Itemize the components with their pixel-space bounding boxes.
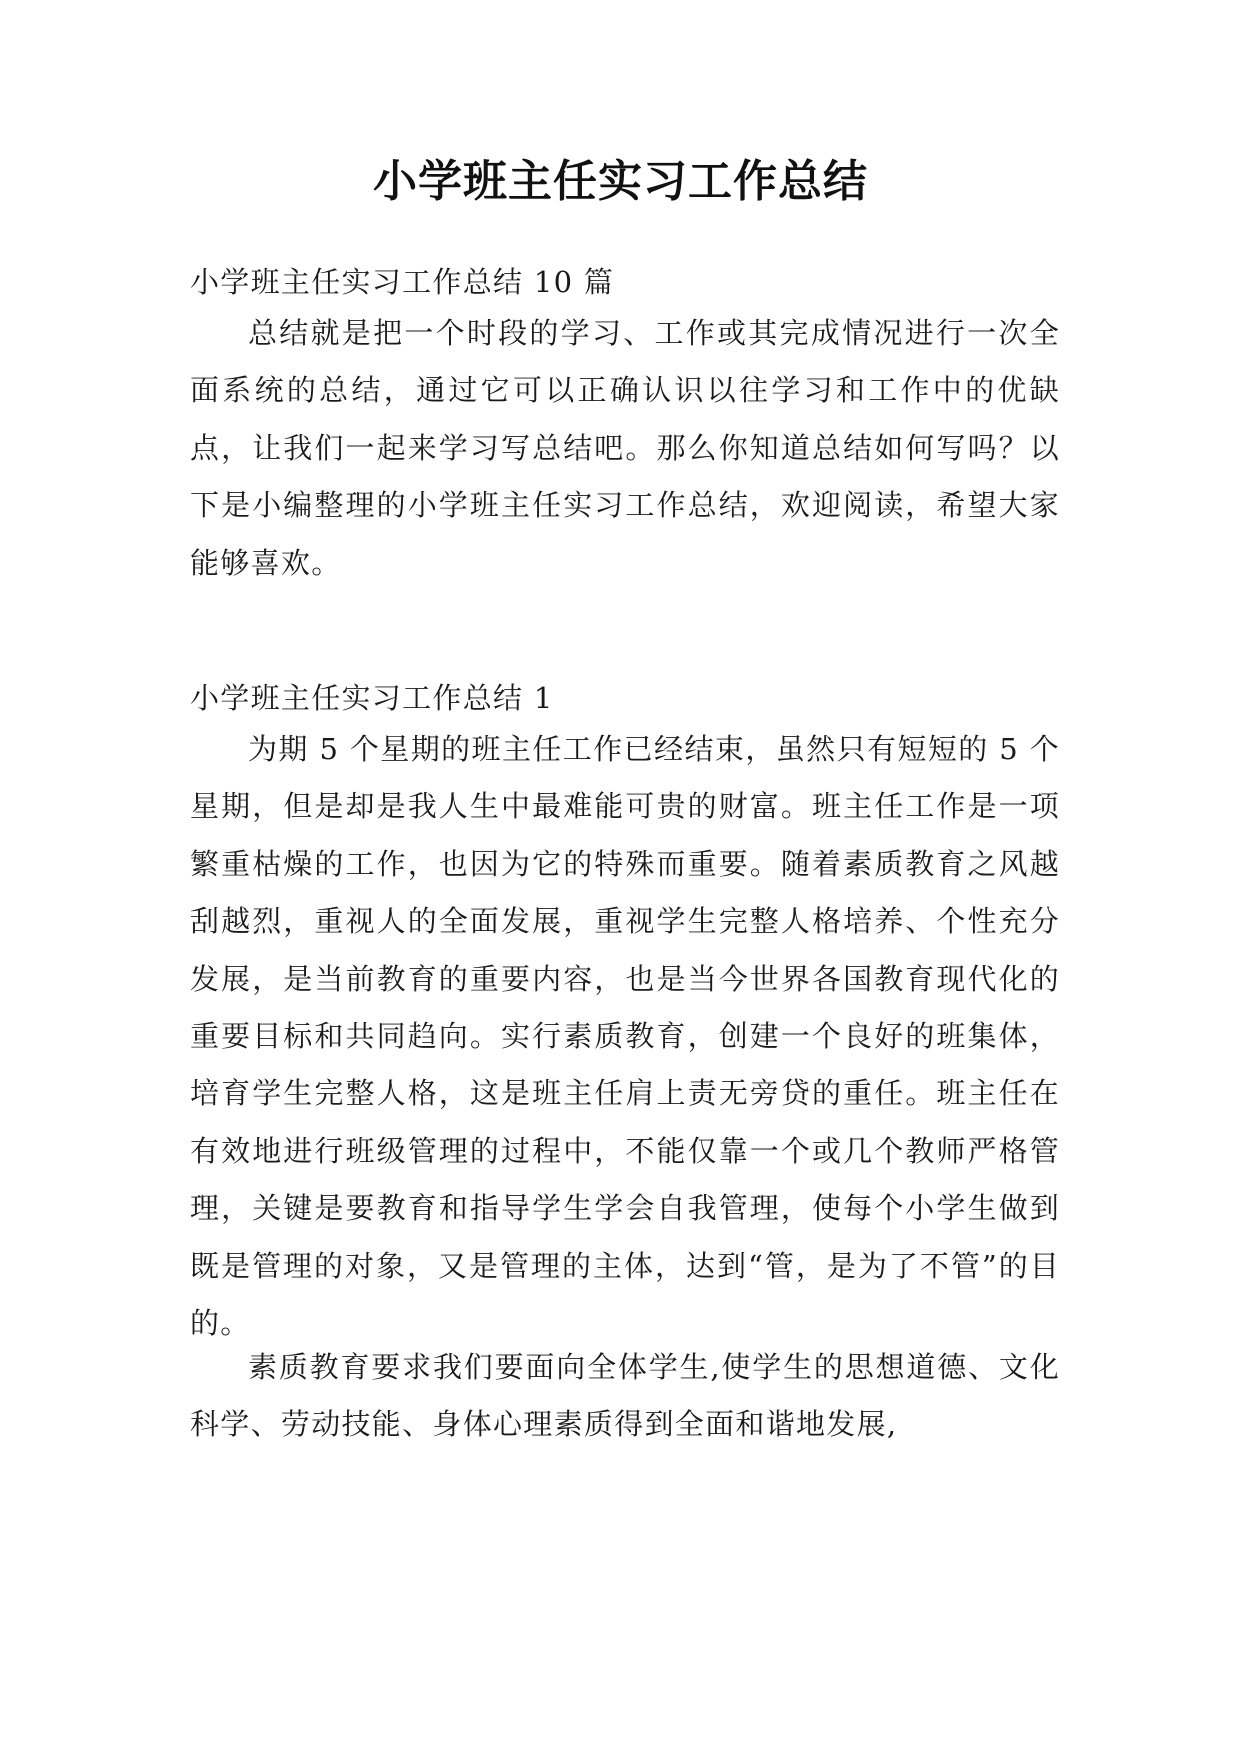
collection-heading: 小学班主任实习工作总结 10 篇 <box>190 265 615 299</box>
section-1-heading: 小学班主任实习工作总结 1 <box>190 681 554 715</box>
section-1-paragraph-2: 素质教育要求我们要面向全体学生,使学生的思想道德、文化科学、劳动技能、身体心理素质得到全面和谐地发展, <box>190 1350 1060 1442</box>
document-title: 小学班主任实习工作总结 <box>373 156 868 207</box>
intro-paragraph: 总结就是把一个时段的学习、工作或其完成情况进行一次全面系统的总结，通过它可以正确认识以往学习和工作中的优缺点，让我们一起来学习写总结吧。那么你知道总结如何写吗？以下是小编整理的小学班主任实习工作总结，欢迎阅读，希望大家能够喜欢。 <box>190 316 1060 580</box>
section-1-paragraph-1: 为期 5 个星期的班主任工作已经结束，虽然只有短短的 5 个星期，但是却是我人生中最难能可贵的财富。班主任工作是一项繁重枯燥的工作，也因为它的特殊而重要。随着素质教育之风越刮越烈，重视人的全面发展，重视学生完整人格培养、个性充分发展，是当前教育的重要内容，也是当今世界各国教育现代化的重要目标和共同趋向。实行素质教育，创建一个良好的班集体，培育学生完整人格，这是班主任肩上责无旁贷的重任。班主任在有效地进行班级管理的过程中，不能仅靠一个或几个教师严格管理，关键是要教育和指导学生学会自我管理，使每个小学生做到既是管理的对象，又是管理的主体，达到“管，是为了不管”的目的。 <box>190 732 1060 1341</box>
